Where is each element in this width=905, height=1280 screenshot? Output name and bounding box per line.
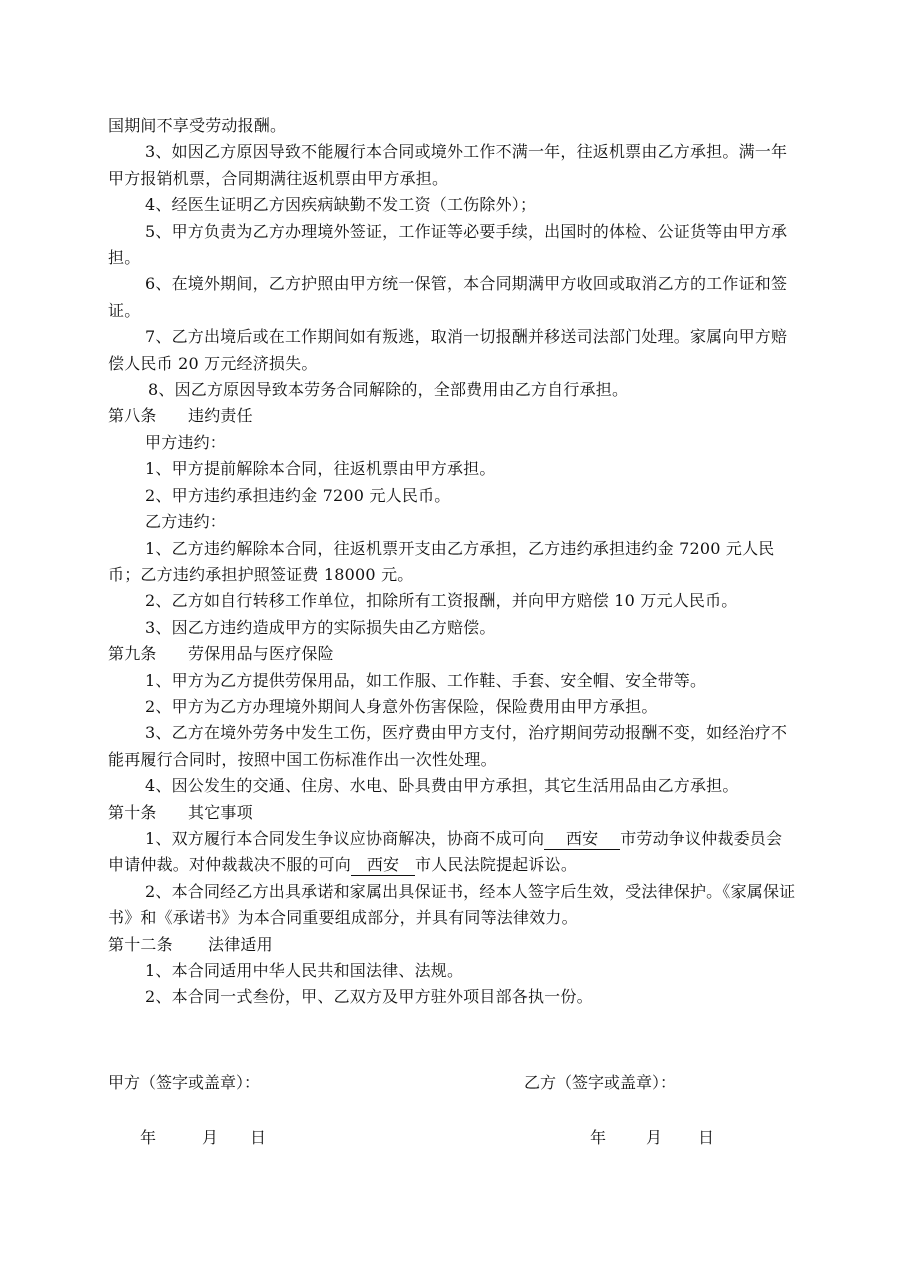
article-9-item-4: 4、因公发生的交通、住房、水电、卧具费由甲方承担，其它生活用品由乙方承担。 <box>145 776 739 796</box>
party-a-signature-label: 甲方（签字或盖章）： <box>108 1073 261 1092</box>
party-a-breach-1: 1、甲方提前解除本合同，往返机票由甲方承担。 <box>145 459 496 479</box>
clause-4: 4、经医生证明乙方因疾病缺勤不发工资（工伤除外）； <box>145 195 537 215</box>
article-title: 违约责任 <box>188 406 253 426</box>
party-a-month: 月 <box>202 1128 219 1147</box>
party-b-breach-label: 乙方违约： <box>145 512 227 532</box>
article-12-heading <box>108 932 798 958</box>
party-a-year: 年 <box>140 1128 157 1147</box>
clause-8: 8、因乙方原因导致本劳务合同解除的，全部费用由乙方自行承担。 <box>148 380 629 400</box>
article-12-item-2: 2、本合同一式叁份，甲、乙双方及甲方驻外项目部各执一份。 <box>145 987 593 1007</box>
party-b-signature-label: 乙方（签字或盖章）： <box>524 1073 677 1092</box>
article-number: 第十条 <box>108 802 157 822</box>
article-10-heading <box>108 800 798 826</box>
article-title: 法律适用 <box>208 934 273 954</box>
clause-6: 6、在境外期间，乙方护照由甲方统一保管，本合同期满甲方收回或取消乙方的工作证和签证。 <box>108 274 788 320</box>
article-12-item-1: 1、本合同适用中华人民共和国法律、法规。 <box>145 961 464 980</box>
party-b-breach-1: 1、乙方违约解除本合同，往返机票开支由乙方承担，乙方违约承担违约金 7200 元人民币；乙方违约承担护照签证费 18000 元。 <box>108 538 775 584</box>
article-number: 第十二条 <box>108 934 173 954</box>
party-b-month: 月 <box>646 1128 663 1147</box>
article-title: 劳保用品与医疗保险 <box>188 644 334 664</box>
dispute-text-middle: 市劳动争议仲裁委员会申请仲裁。对仲裁裁决不服的可向 <box>108 828 783 875</box>
arbitration-city-blank: 西安 <box>544 829 620 850</box>
party-a-day: 日 <box>250 1128 267 1147</box>
article-8-heading <box>108 403 798 429</box>
article-9-item-1: 1、甲方为乙方提供劳保用品，如工作服、工作鞋、手套、安全帽、安全带等。 <box>145 670 707 690</box>
clause-7: 7、乙方出境后或在工作期间如有叛逃，取消一切报酬并移送司法部门处理。家属向甲方赔偿人民币 20 万元经济损失。 <box>108 327 788 373</box>
party-a-breach-2: 2、甲方违约承担违约金 7200 元人民币。 <box>145 485 451 505</box>
dispute-text-end: 市人民法院提起诉讼。 <box>415 855 578 875</box>
party-b-year: 年 <box>590 1128 607 1147</box>
clause-3: 3、如因乙方原因导致不能履行本合同或境外工作不满一年，往返机票由乙方承担。满一年甲方报销机票，合同期满往返机票由甲方承担。 <box>108 142 788 188</box>
dispute-text-start: 1、双方履行本合同发生争议应协商解决，协商不成可向 <box>145 828 545 848</box>
article-10-item-1 <box>108 826 798 879</box>
article-9-item-2: 2、甲方为乙方办理境外期间人身意外伤害保险，保险费用由甲方承担。 <box>145 696 658 716</box>
party-a-breach-label: 甲方违约： <box>145 432 227 452</box>
paragraph-continuation: 国期间不享受劳动报酬。 <box>108 116 287 135</box>
article-number: 第九条 <box>108 644 157 664</box>
contract-body <box>108 113 798 1011</box>
article-9-item-3: 3、乙方在境外劳务中发生工伤，医疗费由甲方支付，治疗期间劳动报酬不变，如经治疗不能再履行合同时，按照中国工伤标准作出一次性处理。 <box>108 723 788 769</box>
article-title: 其它事项 <box>188 802 253 822</box>
party-b-day: 日 <box>698 1128 715 1147</box>
party-b-breach-3: 3、因乙方违约造成甲方的实际损失由乙方赔偿。 <box>145 617 496 637</box>
court-city-blank: 西安 <box>351 855 415 876</box>
article-number: 第八条 <box>108 406 157 426</box>
article-10-item-2: 2、本合同经乙方出具承诺和家属出具保证书，经本人签字后生效，受法律保护。《家属保证书》和《承诺书》为本合同重要组成部分，并具有同等法律效力。 <box>108 881 796 928</box>
clause-5: 5、甲方负责为乙方办理境外签证，工作证等必要手续，出国时的体检、公证货等由甲方承担。 <box>108 221 788 268</box>
article-9-heading <box>108 641 798 667</box>
party-b-breach-2: 2、乙方如自行转移工作单位，扣除所有工资报酬，并向甲方赔偿 10 万元人民币。 <box>145 591 738 611</box>
